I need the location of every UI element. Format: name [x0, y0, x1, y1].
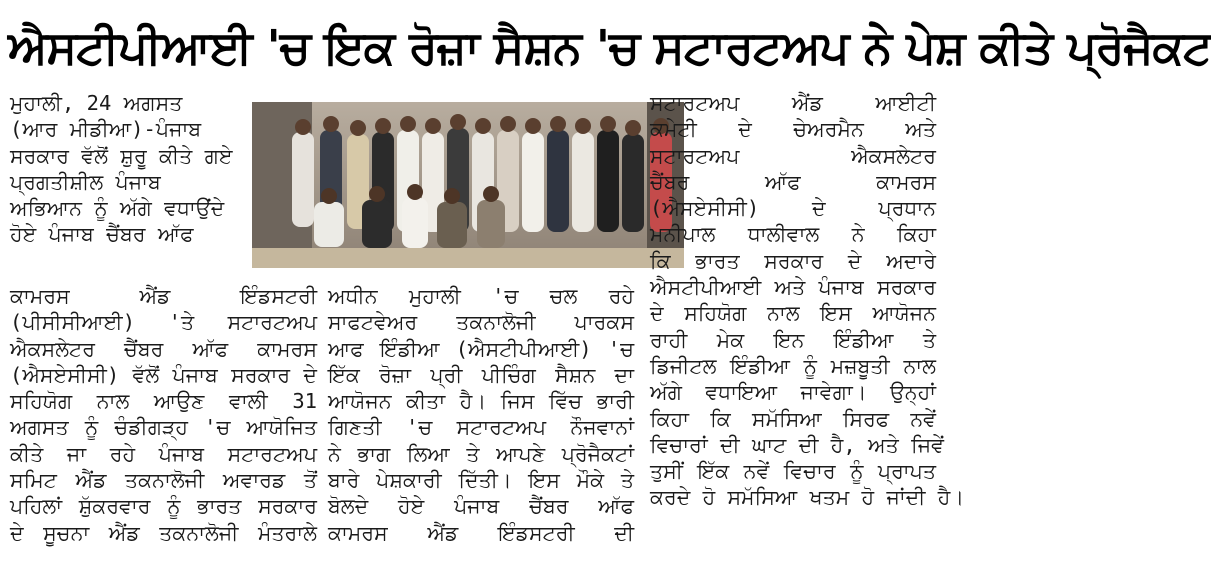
text-line: ਐਸਟੀਪੀਆਈ ਅਤੇ ਪੰਜਾਬ ਸਰਕਾਰ [650, 275, 936, 300]
text-line: ਰਾਹੀ ਮੇਕ ਇਨ ਇੰਡੀਆ ਤੇ [650, 327, 936, 352]
text-line: ਇੱਕ ਰੋਜ਼ਾ ਪ੍ਰੀ ਪੀਚਿੰਗ ਸੈਸ਼ਨ ਦਾ [328, 362, 634, 387]
text-line: ਚੈਂਬਰ ਆੱਫ ਕਾਮਰਸ [650, 169, 936, 194]
text-line: (ਪੀਸੀਸੀਆਈ) 'ਤੇ ਸਟਾਰਟਅਪ [10, 310, 317, 335]
text-line: ਅੱਗੇ ਵਧਾਇਆ ਜਾਵੇਗਾ। ਉਨ੍ਹਾਂ [650, 380, 936, 405]
text-line: ਸਟਾਰਟਅਪ ਐਕਸਲੇਟਰ [650, 143, 936, 168]
text-line: (ਆਰ ਮੀਡੀਆ)-ਪੰਜਾਬ [10, 117, 202, 142]
text-line: ਕਾਮਰਸ ਐਂਡ ਇੰਡਸਟਰੀ [10, 284, 317, 308]
column-1-bottom [10, 283, 317, 546]
text-line: ਕਮੇਟੀ ਦੇ ਚੇਅਰਮੈਨ ਅਤੇ [650, 117, 936, 142]
text-line: ਪ੍ਰਗਤੀਸ਼ੀਲ ਪੰਜਾਬ [10, 169, 161, 194]
text-line: ਕੀਤੇ ਜਾ ਰਹੇ ਪੰਜਾਬ ਸਟਾਰਟਅਪ [10, 441, 317, 466]
text-line: ਸਹਿਯੋਗ ਨਾਲ ਆਉਣ ਵਾਲੀ 31 [10, 389, 317, 414]
group-photo [252, 102, 684, 268]
column-3 [650, 90, 965, 511]
text-line: ਹੋਏ ਪੰਜਾਬ ਚੈਂਬਰ ਆੱਫ [10, 222, 194, 247]
text-line: ਅਭਿਆਨ ਨੂੰ ਅੱਗੇ ਵਧਾਉਂਦੇ [10, 196, 225, 221]
text-line: ਵਿਚਾਰਾਂ ਦੀ ਘਾਟ ਦੀ ਹੈ, ਅਤੇ ਜਿਵੇਂ [650, 432, 944, 457]
text-line: ਆਫ ਇੰਡੀਆ (ਐਸਟੀਪੀਆਈ) 'ਚ [328, 336, 634, 361]
text-line: ਸਟਾਰਟਅਪ ਐਂਡ ਆਈਟੀ [650, 91, 936, 115]
text-line: ਅਧੀਨ ਮੁਹਾਲੀ 'ਚ ਚਲ ਰਹੇ [328, 284, 634, 308]
text-line: ਦੇ ਸੂਚਨਾ ਐਂਡ ਤਕਨਾਲੋਜੀ ਮੰਤਰਾਲੇ [10, 520, 317, 545]
text-line: ਨੇ ਭਾਗ ਲਿਆ ਤੇ ਆਪਣੇ ਪ੍ਰੋਜੈਕਟਾਂ [328, 441, 634, 466]
text-line: ਮਨੀਪਾਲ ਧਾਲੀਵਾਲ ਨੇ ਕਿਹਾ [650, 222, 936, 247]
column-2 [328, 283, 634, 546]
group-photo-image [252, 102, 684, 268]
text-line: ਕਿ ਭਾਰਤ ਸਰਕਾਰ ਦੇ ਅਦਾਰੇ [650, 248, 936, 273]
text-line: (ਐਸਏਸੀਸੀ) ਦੇ ਪ੍ਰਧਾਨ [650, 196, 936, 221]
text-line: ਸਾਫਟਵੇਅਰ ਤਕਨਾਲੋਜੀ ਪਾਰਕਸ [328, 310, 634, 335]
text-line: ਆਯੋਜਨ ਕੀਤਾ ਹੈ। ਜਿਸ ਵਿੱਚ ਭਾਰੀ [328, 389, 634, 414]
text-line: ਮੁਹਾਲੀ, 24 ਅਗਸਤ [10, 91, 183, 115]
text-line: ਕਰਦੇ ਹੋ ਸਮੱਸਿਆ ਖਤਮ ਹੋ ਜਾਂਦੀ ਹੈ। [650, 485, 965, 510]
text-line: ਗਿਣਤੀ 'ਚ ਸਟਾਰਟਅਪ ਨੌਜਵਾਨਾਂ [328, 415, 634, 440]
text-line: ਤੁਸੀਂ ਇੱਕ ਨਵੇਂ ਵਿਚਾਰ ਨੂੰ ਪ੍ਰਾਪਤ [650, 459, 936, 484]
text-line: ਸਰਕਾਰ ਵੱਲੋਂ ਸ਼ੁਰੂ ਕੀਤੇ ਗਏ [10, 143, 233, 168]
text-line: ਪਹਿਲਾਂ ਸ਼ੁੱਕਰਵਾਰ ਨੂੰ ਭਾਰਤ ਸਰਕਾਰ [10, 494, 317, 519]
text-line: ਕਾਮਰਸ ਐਂਡ ਇੰਡਸਟਰੀ ਦੀ [328, 520, 634, 545]
text-line: ਡਿਜੀਟਲ ਇੰਡੀਆ ਨੂੰ ਮਜ਼ਬੂਤੀ ਨਾਲ [650, 353, 936, 378]
text-line: ਸਮਿਟ ਐਂਡ ਤਕਨਾਲੋਜੀ ਅਵਾਰਡ ਤੋਂ [10, 468, 317, 493]
column-1-top [10, 90, 240, 248]
headline: ਐਸਟੀਪੀਆਈ 'ਚ ਇਕ ਰੋਜ਼ਾ ਸੈਸ਼ਨ 'ਚ ਸਟਾਰਟਅਪ ਨੇ ਪੇਸ਼ ਕੀਤੇ ਪ੍ਰੋਜੈਕਟ [8, 20, 1211, 74]
text-line: ਬੋਲਦੇ ਹੋਏ ਪੰਜਾਬ ਚੈਂਬਰ ਆੱਫ [328, 494, 634, 519]
text-line: ਕਿਹਾ ਕਿ ਸਮੱਸਿਆ ਸਿਰਫ ਨਵੇਂ [650, 406, 936, 431]
text-line: ਬਾਰੇ ਪੇਸ਼ਕਾਰੀ ਦਿੱਤੀ। ਇਸ ਮੌਕੇ ਤੇ [328, 468, 634, 493]
text-line: ਅਗਸਤ ਨੂੰ ਚੰਡੀਗੜ੍ਹ 'ਚ ਆਯੋਜਿਤ [10, 415, 317, 440]
text-line: (ਐਸਏਸੀਸੀ) ਵੱਲੋਂ ਪੰਜਾਬ ਸਰਕਾਰ ਦੇ [10, 362, 317, 387]
text-line: ਦੇ ਸਹਿਯੋਗ ਨਾਲ ਇਸ ਆਯੋਜਨ [650, 301, 936, 326]
text-line: ਐਕਸਲੇਟਰ ਚੈਂਬਰ ਆੱਫ ਕਾਮਰਸ [10, 336, 317, 361]
